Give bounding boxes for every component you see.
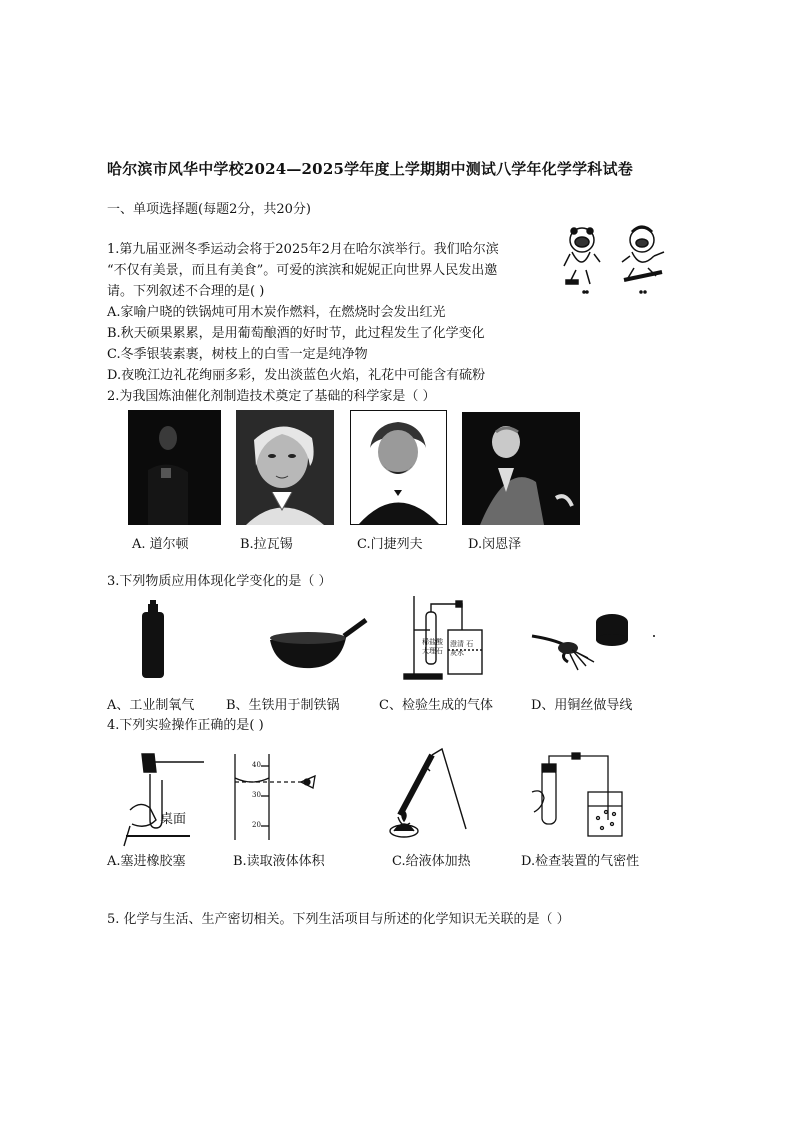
mascot-illustration [560,222,680,297]
q2-stem: 2.为我国炼油催化剂制造技术奠定了基础的科学家是（ ） [107,389,436,404]
q2-option-b: B.拉瓦锡 [240,537,293,552]
airtightness-check-diagram [528,748,628,844]
portrait-mendeleev [350,410,447,525]
desk-label: 桌面 [160,812,187,827]
heat-liquid-diagram [380,745,470,845]
mascot-binbin [564,228,600,293]
label-hcl-marble: 稀盐酸 大理石 [422,638,443,655]
q4-option-b: B.读取液体体积 [233,854,325,869]
q4-option-c: C.给液体加热 [392,854,471,869]
oxygen-cylinder-image [138,600,168,680]
q1-stem-line3: 请。下列叙述不合理的是( ) [107,284,265,299]
q2-option-c: C.门捷列夫 [357,537,423,552]
section-heading: 一、单项选择题(每题2分，共20分) [107,202,311,217]
portrait-dalton [128,410,221,525]
copper-wire-image [528,600,658,680]
q4-stem: 4.下列实验操作正确的是( ) [107,718,264,733]
q1-option-d: D.夜晚江边礼花绚丽多彩，发出淡蓝色火焰，礼花中可能含有硫粉 [107,368,486,383]
insert-stopper-diagram [120,750,210,850]
q1-option-a: A.家喻户晓的铁锅炖可用木炭作燃料，在燃烧时会发出红光 [107,305,446,320]
label-limewater: 澄清 石灰水 [450,640,474,657]
q5-stem: 5. 化学与生活、生产密切相关。下列生活项目与所述的化学知识无关联的是（ ） [107,912,570,927]
q1-option-b: B.秋天硕果累累，是用葡萄酿酒的好时节，此过程发生了化学变化 [107,326,485,341]
q4-option-d: D.检查装置的气密性 [521,854,640,869]
exam-title: 哈尔滨市风华中学校2024—2025学年度上学期期中测试八学年化学学科试卷 [107,160,633,178]
tick-40: 40 [252,761,261,769]
q1-stem-line1: 1.第九届亚洲冬季运动会将于2025年2月在哈尔滨举行。我们哈尔滨 [107,242,499,257]
mascot-nini [622,227,664,293]
q4-option-a: A.塞进橡胶塞 [107,854,186,869]
q1-stem-line2: “不仅有美景，而且有美食”。可爱的滨滨和妮妮正向世界人民发出邀 [107,263,498,278]
q3-option-c: C、检验生成的气体 [379,698,493,713]
q3-stem: 3.下列物质应用体现化学变化的是（ ） [107,574,332,589]
portrait-min-enze [462,412,580,525]
tick-20: 20 [252,821,261,829]
q2-option-a: A. 道尔顿 [132,537,189,552]
q1-option-c: C.冬季银装素裹，树枝上的白雪一定是纯净物 [107,347,368,362]
tick-30: 30 [252,791,261,799]
q3-option-d: D、用铜丝做导线 [531,698,633,713]
q3-option-a: A、工业制氧气 [107,698,195,713]
iron-wok-image [266,610,368,672]
portrait-lavoisier [236,410,334,525]
q3-option-b: B、生铁用于制铁锅 [226,698,340,713]
q2-option-d: D.闵恩泽 [468,537,522,552]
gas-test-apparatus [400,590,520,682]
read-volume-diagram [225,750,335,842]
